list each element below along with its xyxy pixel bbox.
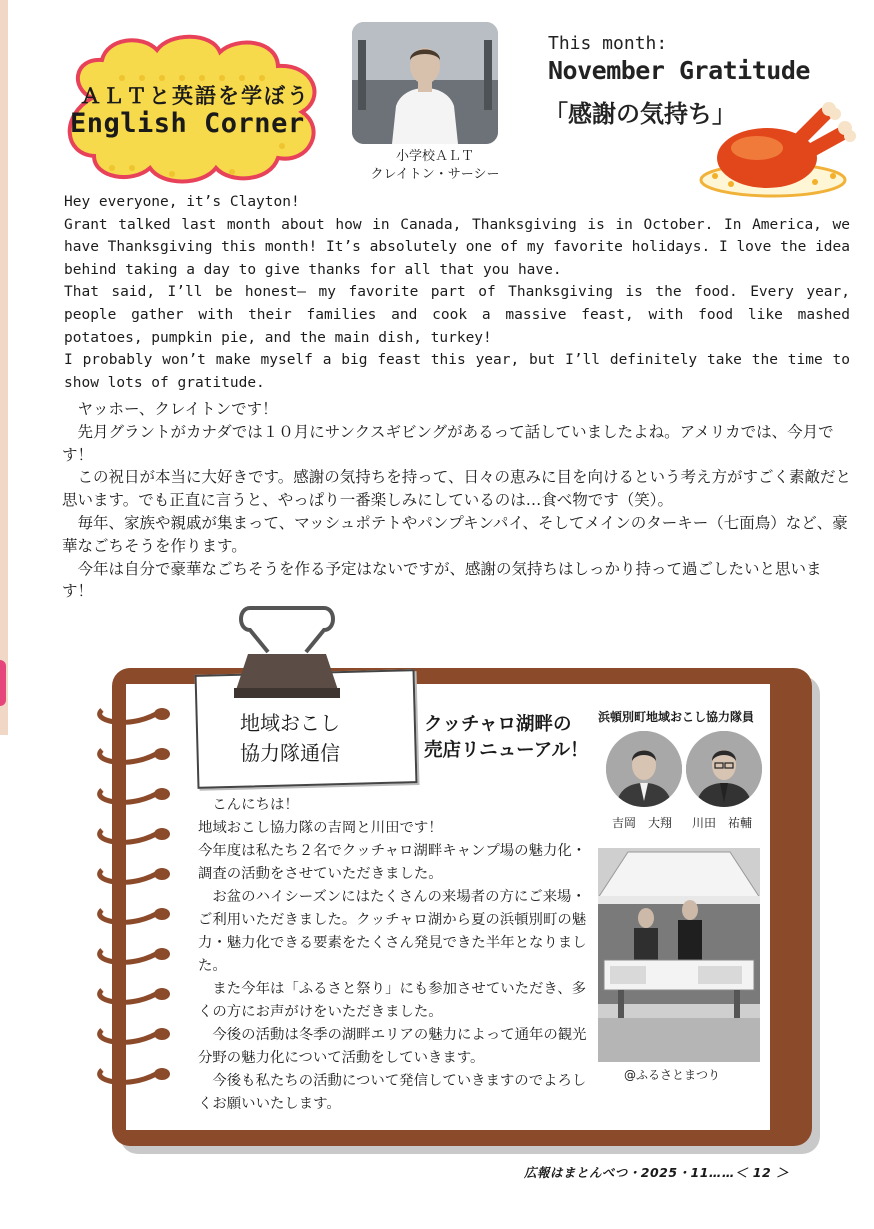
note-title-line2: 協力隊通信 xyxy=(240,741,340,765)
article-headline xyxy=(424,712,588,764)
english-paragraph: Hey everyone, it’s Clayton! xyxy=(64,194,300,210)
notebook-paragraph: 今後も私たちの活動について発信していきますのでよろしくお願いいたします。 xyxy=(198,1073,587,1112)
alt-caption xyxy=(350,148,520,184)
headline-line1: クッチャロ湖畔の xyxy=(424,714,572,735)
corner-title-jp: ＡＬＴと英語を学ぼう xyxy=(80,84,310,108)
alt-role: 小学校ＡＬＴ xyxy=(395,149,474,164)
notebook-paragraph: こんにちは！ xyxy=(212,797,299,813)
corner-title-en: English Corner xyxy=(70,108,305,139)
member-name-1: 吉岡 大翔 xyxy=(612,816,673,830)
japanese-paragraph: 先月グラントがカナダでは１０月にサンクスギビングがあるって話していましたよね。アメリカでは、今月です！ xyxy=(62,422,834,464)
note-title xyxy=(240,708,340,768)
japanese-paragraph: この祝日が本当に大好きです。感謝の気持ちを持って、日々の恵みに目を向けるという考え方がすごく素敵だと思います。でも正直に言うと、やっぱり一番楽しみにしているのは…食べ物です（笑）。 xyxy=(62,468,851,510)
member-portrait-kawata xyxy=(686,731,762,807)
roast-turkey-illustration xyxy=(695,92,865,202)
month-label: This month: xyxy=(548,33,668,54)
alt-name: クレイトン・サーシー xyxy=(370,167,500,182)
month-title-jp: 「感謝の気持ち」 xyxy=(544,100,736,128)
page-tab-marker xyxy=(0,660,6,706)
member-portrait-yoshioka xyxy=(606,731,682,807)
notebook-rings xyxy=(96,690,176,1110)
notebook-paragraph: 今年度は私たち２名でクッチャロ湖畔キャンプ場の魅力化・調査の活動をさせていただきました。 xyxy=(198,843,587,882)
team-label: 浜頓別町地域おこし協力隊員 xyxy=(598,710,755,724)
alt-portrait-photo xyxy=(352,22,498,144)
month-title: November Gratitude xyxy=(548,56,810,85)
notebook-paragraph: お盆のハイシーズンにはたくさんの来場者の方にご来場・ご利用いただきました。クッチャロ湖から夏の浜頓別町の魅力・魅力化できる要素をたくさん発見できた半年となりました。 xyxy=(198,889,587,974)
binder-clip-icon xyxy=(228,600,346,700)
japanese-paragraph: 毎年、家族や親戚が集まって、マッシュポテトやパンプキンパイ、そしてメインのターキー（七面鳥）など、豪華なごちそうを作ります。 xyxy=(62,513,848,555)
notebook-paragraph: 地域おこし協力隊の吉岡と川田です！ xyxy=(198,820,443,836)
english-paragraph: Grant talked last month about how in Canada, Thanksgiving is in October. In America, we have Thanksgiving this month! It’s absolutely one of my favorite holidays. I love the idea behind taking a day to give thanks for all that you have. xyxy=(64,216,850,278)
english-article xyxy=(64,191,850,394)
japanese-article xyxy=(62,398,852,603)
note-title-line1: 地域おこし xyxy=(240,711,340,735)
notebook-paragraph: 今後の活動は冬季の湖畔エリアの魅力によって通年の観光分野の魅力化について活動をしていきます。 xyxy=(198,1027,587,1066)
japanese-paragraph: 今年は自分で豪華なごちそうを作る予定はないですが、感謝の気持ちはしっかり持って過ごしたいと思います！ xyxy=(62,559,822,601)
photo-caption: @ふるさとまつり xyxy=(624,1068,721,1082)
page-footer: 広報はまとんべつ・2025・11……＜ 12 ＞ xyxy=(524,1165,790,1180)
headline-line2: 売店リニューアル！ xyxy=(424,740,589,761)
japanese-paragraph: ヤッホー、クレイトンです！ xyxy=(77,400,278,418)
english-paragraph: That said, I’ll be honest― my favorite part of Thanksgiving is the food. Every year, people gather with their families and cook a massive feast, with food like mashed potatoes, pumpkin pie, and the main dish, turkey! xyxy=(64,284,850,346)
notebook-article xyxy=(198,794,598,1116)
english-paragraph: I probably won’t make myself a big feast this year, but I’ll definitely take the time to show lots of gratitude. xyxy=(64,352,850,391)
left-edge-strip xyxy=(0,0,8,735)
member-name-2: 川田 祐輔 xyxy=(692,816,753,830)
notebook-paragraph: また今年は「ふるさと祭り」にも参加させていただき、多くの方にお声がけをいただきました。 xyxy=(198,981,586,1020)
festival-booth-photo xyxy=(598,848,760,1062)
